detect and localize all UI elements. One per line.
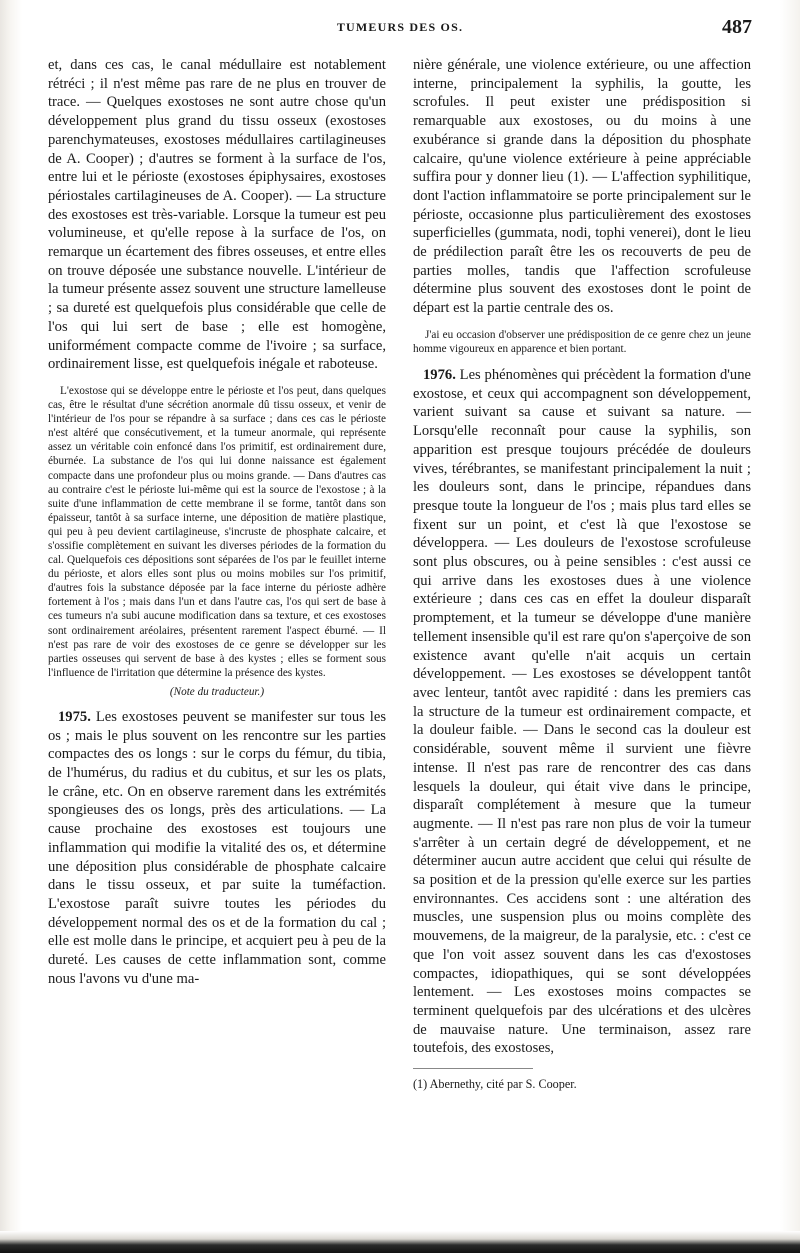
paragraph-1975-text: Les exostoses peuvent se manifester sur tous les os ; mais le plus souvent on les rencontre sur les parties compactes des os longs : sur le corps du fémur, du tibia, de l'humérus, du radius et du cubitus, et sur les os plats, le crâne, etc. On en observe rarement dans les extrémités spongieuses des os longs, près des articulations. — La cause prochaine des exostoses est toujours une inflammation qui modifie la vitalité des os, et détermine une déposition plus considérable de phosphate calcaire dans le tissu osseux, et par suite la tuméfaction. L'exostose paraît suivre toutes les périodes du développement normal des os et de la formation du cal ; elle est molle dans le principe, et acquiert peu à peu de la dureté. Les causes de cette inflammation sont, comme nous l'avons vu d'une ma- [48,708,386,987]
running-title: TUMEURS DES OS. [336,20,464,34]
left-column [48,56,386,998]
author-note: J'ai eu occasion d'observer une prédisposition de ce genre chez un jeune homme vigoureux en apparence et bien portant. [413,328,751,355]
paragraph-right-1: nière générale, une violence extérieure, ou une affection interne, principalement la syphilis, la goutte, les scrofules. Il peut exister une prédisposition si remarquable aux exostoses, ou du moins à une exubérance si grande dans la déposition du phosphate calcaire, qu'une violence extérieure à peine appréciable suffira pour y donner lieu (1). — L'affection syphilitique, dont l'action inflammatoire se porte principalement sur le périoste, occasionne plus particulièrement des exostoses superficielles (gummata, nodi, tophi venerei), dont le lieu de prédilection paraît être les os recouverts de peu de parties molles, tandis que l'affection scrofuleuse détermine plus souvent des exostoses dont le point de départ est la partie centrale des os. [413,57,751,317]
translator-note: L'exostose qui se développe entre le périoste et l'os peut, dans quelques cas, être le résultat d'une sécrétion anormale dû tissu osseux, et venir de l'intérieur de l'os pour se répandre à sa surface ; dans ces cas le périoste n'est altéré que consécutivement, et la tumeur anormale, qui représente assez un véritable coin enfoncé dans l'os primitif, est ordinairement dure, éburnée. La substance de l'os qui lui donne naissance est également compacte dans une profondeur plus ou moins grande. — Dans d'autres cas au contraire c'est le périoste lui-même qui est la source de l'exostose ; à la suite d'une inflammation de cette membrane il se forme, tantôt dans son épaisseur, tantôt à sa surface interne, une déposition de matière plastique, qui peu à peu devient cartilagineuse, s'incruste de phosphate calcaire, et s'ossifie complètement en suivant les diverses périodes de la formation du cal. Quelquefois ces dépositions sont séparées de l'os par le feuillet interne du périoste, et alors elles sont plus ou moins mobiles sur l'os primitif, d'autres fois la substance déposée par la face interne du périoste adhère fortement à l'os ; mais dans l'un et dans l'autre cas, l'os qui sert de base à ces tumeurs n'a subi aucune modification dans sa texture, et ces exostoses sont ordinairement aréolaires, présentent rarement l'aspect éburné. — Il n'est pas rare de voir des exostoses de ce genre se développer sur les parties osseuses qui servent de base à des kystes ; elles se forment sous l'influence de l'irritation que détermine la présence des kystes. [48,384,386,679]
paragraph-1976 [413,366,751,1058]
paragraph-1975 [48,708,386,989]
footnote: (1) Abernethy, cité par S. Cooper. [413,1077,577,1092]
paragraph-left-1: et, dans ces cas, le canal médullaire est notablement rétréci ; il n'est même pas rare de ne plus en trouver de trace. — Quelques exostoses ne sont autre chose qu'un développement plus grand du tissu osseux (exostoses parenchymateuses, exostoses médullaires cartilagineuses de A. Cooper) ; d'autres se forment à la surface de l'os, entre lui et le périoste (exostoses épiphysaires, exostoses périostales cartilagineuses de A. Cooper). — La structure des exostoses est très-variable. Lorsque la tumeur est peu volumineuse, et qu'elle repose à la surface de l'os, on remarque un écartement des fibres osseuses, et entre elles on trouve déposée une substance nouvelle. L'intérieur de la tumeur présente assez souvent une structure lamelleuse ; sa dureté est quelquefois plus considérable que celle de l'os qui lui sert de base ; elle est homogène, uniformément compacte comme de l'ivoire ; sa surface, ordinairement lisse, est quelquefois inégale et raboteuse. [48,57,386,373]
note-signature: (Note du traducteur.) [169,685,265,698]
scan-bottom-edge [0,1231,800,1253]
page-header [48,16,752,40]
section-number-1975: 1975. [58,708,91,725]
section-number-1976: 1976. [423,367,456,384]
right-column [413,56,751,1102]
footnote-divider [413,1068,533,1069]
paragraph-1976-text: Les phénomènes qui précèdent la formation d'une exostose, et ceux qui accompagnent son développement, varient suivant sa cause et suivant sa nature. — Lorsqu'elle reconnaît pour cause la syphilis, son apparition est presque toujours précédée de douleurs vives, térébrantes, se manifestant principalement la nuit ; les douleurs sont, dans le principe, répandues dans presque toute la longueur de l'os ; mais plus tard elles se fixent sur un point, et c'est là que l'exostose se développera. — Les douleurs de l'exostose scrofuleuse sont plus obscures, ou à peine sensibles : c'est aussi ce qui arrive dans les exostoses dues à une violence extérieure ; dans ces cas en effet la douleur disparaît promptement, et la tumeur se développe d'une manière tellement insensible qu'il est rare qu'on s'aperçoive de son existence avant qu'elle n'ait acquis un certain développement. — Les exostoses se développent tantôt avec lenteur, tantôt avec rapidité : dans les premiers cas la structure de la tumeur est ordinairement compacte, et la douleur faible. — Dans le second cas la douleur est considérable, souvent même il survient une fièvre intense. Il n'est pas rare de rencontrer des cas dans lesquels la douleur, qui était vive dans le principe, disparaît complétement à mesure que la tumeur augmente. — Il n'est pas rare non plus de voir la tumeur s'arrêter à un certain degré de développement, et ne déterminer aucun autre accident que celui qui résulte de sa position et de la pression qu'elle exerce sur les parties environnantes. Ces accidens sont : une altération des muscles, une suspension plus ou moins complète des mouvemens, de la maigreur, de la paralysie, etc. : c'est ce que l'on voit assez souvent dans les cas d'exostoses compactes, idiopathiques, qui se sont développées lentement. — Les exostoses moins compactes se terminent quelquefois par des ulcérations et des ulcères de mauvaise nature. Une terminaison, assez rare toutefois, des exostoses, [413,367,751,1057]
page-number: 487 [722,16,752,38]
